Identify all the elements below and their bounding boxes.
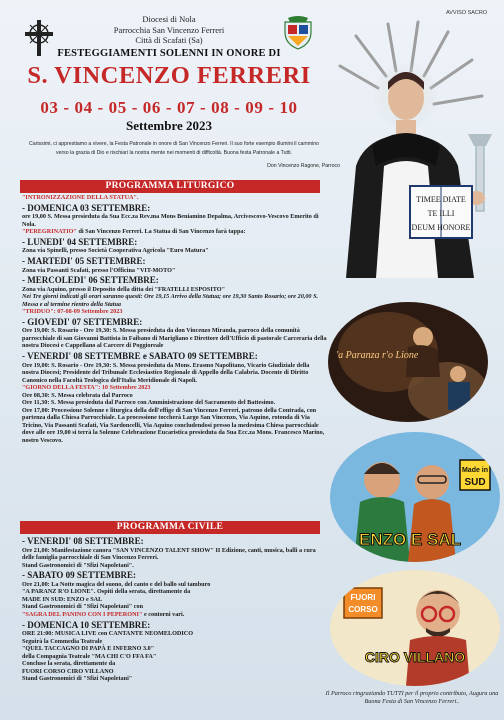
- city-name: Città di Scafati (Sa): [135, 35, 203, 45]
- book-line-2: TE ILLI: [427, 209, 455, 218]
- ciro-villano-photo: [330, 570, 500, 686]
- day-heading: - GIOVEDI' 07 SETTEMBRE:: [22, 317, 327, 328]
- paranza-illustration: [328, 302, 488, 422]
- event-line: "QUEL TACCAGNO DI PAPÀ E INFERNO 3.0": [22, 645, 155, 653]
- event-line: Stand Gastronomici di "Sfizi Napoletani".: [22, 561, 134, 569]
- event-line: ore 19,00 S. Messa presieduta da Sua Ecc.za Rev.ma Mons Beniamino Depalma, Arcivescovo-Vescovo Emerito di Nola.: [22, 213, 319, 228]
- event-line: ORE 21:00: MUSICA LIVE con CANTANTE NEOMELODICO: [22, 630, 194, 638]
- saint-statue-image: [326, 16, 504, 278]
- giorno-festa-label: "GIORNO DELLA FESTA": 10 Settembre 2023: [22, 384, 151, 392]
- event-line: Seguirà la Commedia Teatrale: [22, 637, 103, 645]
- enzo-sal-caption: ENZO E SAL: [358, 530, 462, 549]
- liturgico-list: [22, 194, 327, 444]
- diocese-name: Diocesi di Nola: [142, 14, 196, 24]
- day-heading: - SABATO 09 SETTEMBRE:: [22, 570, 327, 581]
- event-line: FUORI CORSO CIRO VILLANO: [22, 667, 114, 675]
- corso-label: CORSO: [348, 605, 378, 614]
- orari-note: Nei Tre giorni indicati gli orari saranno questi: Ore 19,15 Arrivo della Statua; ore 19,30 Santo Rosario; ore 20,00 S. Messa e al termine rientro della Statua: [22, 293, 319, 308]
- event-line: Ore 21,00: La Notte magica del suono, del canto e del ballo sul tamburo: [22, 580, 211, 588]
- event-line: Ore 08,30: S. Messa celebrata dal Parroco: [22, 391, 133, 399]
- event-line: Ore 19,00: S. Rosario - Ore 19,30: S. Messa presieduta da don Vincenzo Miranda, parroco della comunità parrocchiale di san Giovanni Battista in Faibano di Marigliano e Direttore dell'Ufficio di pastorale Carceraria della nostra Diocesi e Cappellano al Carcere di Poggioreale: [22, 327, 327, 350]
- day-heading: - VENERDI' 08 SETTEMBRE e SABATO 09 SETTEMBRE:: [22, 351, 327, 362]
- festival-dates: 03 - 04 - 05 - 06 - 07 - 08 - 09 - 10: [40, 98, 298, 117]
- event-line: Zona via Spinelli, presso Società Cooperativa Agricola "Euro Matura": [22, 247, 209, 255]
- bishop-crest-icon: [282, 16, 314, 50]
- ciro-illustration: [330, 570, 500, 686]
- event-line: Concluse la serata, direttamente da: [22, 660, 116, 668]
- statue-illustration: [326, 16, 504, 278]
- event-line: Ore 17,00: Processione Solenne e liturgica della dell'effige di San Vincenzo Ferreri, patrono della Contrada, con partenza dalla Chiesa Parrocchiale. La processione toccherà Largo San Vincenzo, Via Aquino, rotonda di Via Tricino, Via Passanti Scafati, Via Sardoncelli, Via Aquino concludendosi presso la medesima Chiesa parrocchiale dove alle ore 19,00 si terrà la Solenne Celebrazione Eucaristica presieduta da Sua Ecc.za Mons. Francesco Marino, nostro Vescovo.: [22, 406, 325, 444]
- fuori-label: FUORI: [350, 593, 376, 602]
- day-heading: - MARTEDI' 05 SETTEMBRE:: [22, 256, 327, 267]
- thanks-message: Il Parroco ringraziando TUTTI per il proprio contributo, Augura una Buona Festa di San Vincenzo Ferreri..: [325, 690, 499, 705]
- event-line: Ore 19,00: S. Rosario - Ore 19,30: S. Messa presieduta da Mons. Erasmo Napolitano, Vicario Giudiziale della nostra Diocesi; Presidente del Tribunale Ecclesiastico Regionale di Appello della Calabria. Docente di Diritto Canonico nella Facoltà Teologica dell'Italia Meridionale di Napoli.: [22, 361, 310, 384]
- enzo-e-sal-photo: [330, 432, 500, 562]
- event-line: MADE IN SUD: ENZO e SAL: [22, 595, 103, 603]
- event-line: Zona via Passanti Scafati, presso l'Officina "VIT-MOTO": [22, 266, 176, 274]
- event-line: della Compagnia Teatrale "MA CHI C'O FFA FA": [22, 652, 157, 660]
- event-line: Zona via Aquino, presso il Deposito della ditta dei "FRATELLI ESPOSITO": [22, 285, 226, 293]
- civile-list: [22, 535, 327, 683]
- programma-civile-banner: PROGRAMMA CIVILE: [20, 521, 320, 534]
- festival-month: Settembre 2023: [125, 118, 213, 133]
- sagra-line: [22, 611, 327, 619]
- sagra-label: "SAGRA DEL PANINO CON I PEPERONI": [22, 610, 143, 618]
- day-heading: - DOMENICA 10 SETTEMBRE:: [22, 620, 327, 631]
- parish-name: Parrocchia San Vincenzo Ferreri: [113, 24, 225, 35]
- day-heading: - MERCOLEDI' 06 SETTEMBRE:: [22, 275, 327, 286]
- day-heading: - VENERDI' 08 SETTEMBRE:: [22, 536, 327, 547]
- intro-message: Carissimi, ci apprestiamo a vivere, la Festa Patronale in onore di San Vincenzo Ferreri. Il suo forte esempio illumini il cammino verso la grazia di Dio e rischiari la nostra mente nei momenti di difficoltà. Buona festa Patronale a Tutti.: [29, 141, 319, 156]
- day-heading: - DOMENICA 03 SETTEMBRE:: [22, 203, 327, 214]
- intronizzazione-label: "INTRONIZZAZIONE DELLA STATUA".: [22, 194, 139, 201]
- made-in-label: Made in: [461, 467, 489, 474]
- ciro-caption: CIRO VILLANO: [364, 649, 466, 665]
- paranza-photo: [328, 302, 488, 422]
- peregrinatio-label: "PEREGRINATIO": [22, 228, 77, 236]
- enzo-sal-illustration: [330, 432, 500, 562]
- day-heading: - LUNEDI' 04 SETTEMBRE:: [22, 237, 327, 248]
- event-line: Ore 21,00: Manifestazione canora "SAN VINCENZO TALENT SHOW" II Edizione, canti, musica, balli a cura delle famiglia parrocchiale di San Vincenzo Ferreri.: [22, 546, 316, 562]
- paranza-caption: 'a Paranza r'o Lione: [336, 350, 419, 361]
- peregrinatio-text: di San Vincenzo Ferreri. La Statua di San Vincenzo farà tappa:: [76, 228, 246, 236]
- programma-liturgico-banner: PROGRAMMA LITURGICO: [20, 180, 320, 193]
- event-line: Stand Gastronomici di "Sfizi Napoletani": [22, 675, 133, 683]
- saint-title: S. VINCENZO FERRERI: [27, 62, 311, 89]
- intro-signature: Don Vincenzo Ragone, Parroco: [267, 163, 340, 169]
- sud-label: SUD: [464, 477, 486, 488]
- book-line-3: DEUM HONORE: [411, 223, 471, 232]
- peregrinatio-line: [22, 228, 327, 236]
- event-line: "A PARANZ R'O LIONE". Ospiti della serata, direttamente da: [22, 588, 191, 596]
- event-line: Stand Gastronomici di "Sfizi Napoletani" con: [22, 603, 144, 611]
- event-line: Ore 11,30: S. Messa presieduta dal Parroco con Amministrazione del Sacramento del Battesimo.: [22, 399, 276, 407]
- book-line-1: TIMEE DIATE: [416, 195, 466, 204]
- sagra-text: e contorni vari.: [142, 610, 185, 618]
- festeggiamenti-title: FESTEGGIAMENTI SOLENNI IN ONORE DI: [57, 48, 281, 59]
- triduo-label: "TRIDUO": 07-08-09 Settembre 2023: [22, 308, 123, 316]
- avviso-sacro-label: AVVISO SACRO: [446, 10, 488, 16]
